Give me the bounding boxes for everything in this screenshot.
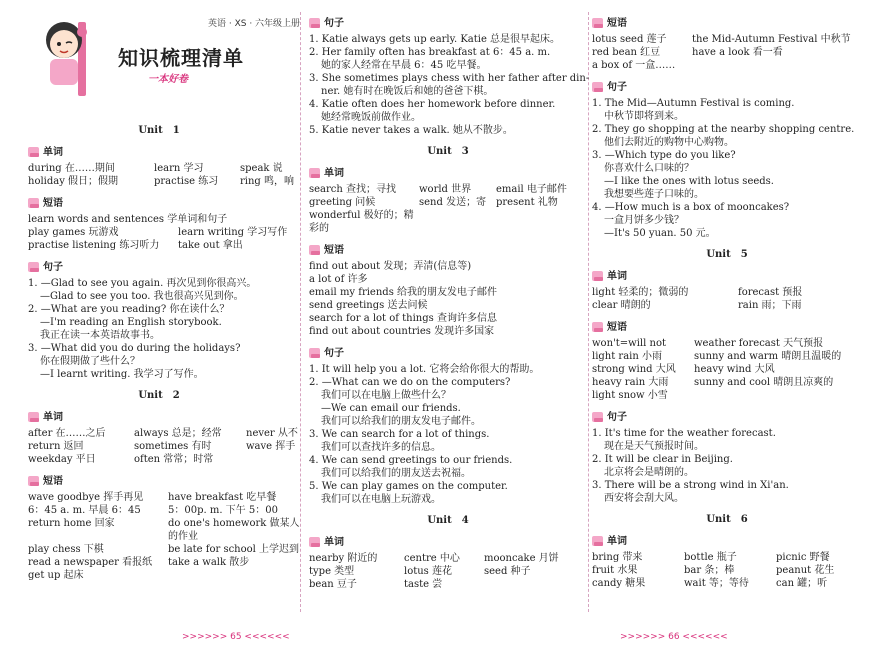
unit-heading: Unit 1 bbox=[138, 125, 180, 136]
sentence-line: 我们可以给我们的朋友发电子邮件。 bbox=[321, 416, 481, 427]
marker-icon bbox=[592, 82, 603, 92]
entry-item: get up 起床 bbox=[28, 570, 84, 581]
phrase-row bbox=[28, 239, 290, 252]
entry-item: bean 豆子 bbox=[309, 579, 357, 590]
sentence-line: 3. We can search for a lot of things. bbox=[309, 429, 490, 440]
phrase-item: find out about countries 发现许多国家 bbox=[309, 326, 495, 337]
entry-item: greeting 问候 bbox=[309, 197, 376, 208]
phrase-item: learn writing 学习写作 bbox=[178, 227, 288, 238]
entry-item: rain 雨；下雨 bbox=[738, 300, 802, 311]
entry-item: have a look 看一看 bbox=[692, 47, 783, 58]
entry-item: weekday 平日 bbox=[28, 454, 96, 465]
marker-icon bbox=[309, 18, 320, 28]
entry-row bbox=[309, 578, 587, 591]
entry-item: sometimes 有时 bbox=[134, 441, 212, 452]
phrase-list bbox=[28, 491, 300, 582]
section-heading-sentences: 句子 bbox=[592, 410, 862, 424]
marker-icon bbox=[309, 348, 320, 358]
marker-icon bbox=[592, 18, 603, 28]
entry-row bbox=[309, 552, 587, 565]
sentence-line: 4. —How much is a box of mooncakes? bbox=[592, 202, 790, 213]
column-divider bbox=[588, 12, 589, 612]
sentence-line: 1. The Mid—Autumn Festival is coming. bbox=[592, 98, 795, 109]
column-3 bbox=[592, 14, 862, 590]
section-heading-sentences: 句子 bbox=[309, 16, 587, 30]
sentence-line: 1. It's time for the weather forecast. bbox=[592, 428, 776, 439]
entry-item: play chess 下棋 bbox=[28, 544, 104, 555]
entry-row bbox=[592, 299, 862, 312]
page-number: >>>>>> 65 <<<<<< bbox=[182, 632, 290, 642]
entry-row bbox=[592, 46, 862, 59]
column-divider bbox=[300, 12, 301, 612]
entry-item: speak 说 bbox=[240, 163, 283, 174]
entry-item: always 总是；经常 bbox=[134, 428, 222, 439]
entry-item bbox=[28, 530, 168, 543]
entry-row bbox=[28, 569, 290, 582]
entry-row bbox=[592, 363, 862, 376]
sentence-line: 你喜欢什么口味的？ bbox=[604, 163, 694, 174]
section-heading-words: 单词 bbox=[309, 166, 587, 180]
entry-item: ring 鸣，响 bbox=[240, 176, 294, 187]
section-heading-words: 单词 bbox=[28, 145, 290, 159]
entry-item: centre 中心 bbox=[404, 553, 460, 564]
sentence-line: 5. We can play games on the computer. bbox=[309, 481, 508, 492]
entry-row bbox=[309, 183, 587, 196]
brand-subtitle: 一本好卷 bbox=[148, 74, 188, 85]
sentence-line: 我们可以在电脑上做些什么？ bbox=[321, 390, 451, 401]
section-heading-phrases: 短语 bbox=[592, 16, 862, 30]
entry-item: heavy wind 大风 bbox=[694, 364, 775, 375]
entry-row bbox=[28, 440, 296, 453]
unit-heading: Unit 4 bbox=[427, 515, 469, 526]
entry-item: nearby 附近的 bbox=[309, 553, 378, 564]
entry-item: strong wind 大风 bbox=[592, 364, 676, 375]
section-heading-words: 单词 bbox=[309, 535, 587, 549]
entry-item: bring 带来 bbox=[592, 552, 643, 563]
entry-row bbox=[592, 350, 862, 363]
section-heading-words: 单词 bbox=[28, 410, 290, 424]
entry-item: never 从不 bbox=[246, 428, 298, 439]
word-list bbox=[28, 427, 298, 466]
entry-item: do one's homework 做某人 bbox=[168, 518, 300, 529]
marker-icon bbox=[28, 198, 39, 208]
entry-row bbox=[309, 209, 587, 235]
marker-icon bbox=[28, 262, 39, 272]
entry-item: return home 回家 bbox=[28, 518, 115, 529]
marker-icon bbox=[592, 271, 603, 281]
entry-item: during 在……期间 bbox=[28, 163, 115, 174]
entry-item: email 电子邮件 bbox=[496, 184, 567, 195]
entry-row bbox=[28, 162, 290, 175]
page-number: >>>>>> 66 <<<<<< bbox=[620, 632, 728, 642]
sentence-line: 1. —Glad to see you again. 再次见到你很高兴。 bbox=[28, 278, 257, 289]
entry-item: weather forecast 天气预报 bbox=[694, 338, 824, 349]
section-heading-sentences: 句子 bbox=[309, 346, 587, 360]
entry-row bbox=[592, 33, 862, 46]
entry-row bbox=[592, 286, 862, 299]
marker-icon bbox=[28, 476, 39, 486]
entry-item: 5：00p. m. 下午 5：00 bbox=[168, 505, 278, 516]
unit-heading: Unit 6 bbox=[706, 514, 748, 525]
sentence-list bbox=[592, 97, 862, 240]
sentence-line: 西安将会刮大风。 bbox=[604, 493, 684, 504]
entry-item: lotus 莲花 bbox=[404, 566, 452, 577]
column-2 bbox=[309, 14, 590, 591]
sentence-line: 中秋节即将到来。 bbox=[604, 111, 684, 122]
sentence-line: 一盒月饼多少钱？ bbox=[604, 215, 684, 226]
entry-item: candy 糖果 bbox=[592, 578, 646, 589]
phrase-list bbox=[592, 337, 862, 402]
entry-item: light 轻柔的；微弱的 bbox=[592, 287, 689, 298]
sentence-line: 我们可以查找许多的信息。 bbox=[321, 442, 441, 453]
sentence-line: —It's 50 yuan. 50 元。 bbox=[604, 228, 716, 239]
entry-item: search 查找；寻找 bbox=[309, 184, 397, 195]
section-heading-phrases: 短语 bbox=[28, 196, 290, 210]
cartoon-girl-icon bbox=[34, 14, 108, 100]
sentence-line: 2. —What can we do on the computers? bbox=[309, 377, 511, 388]
entry-row bbox=[28, 504, 290, 517]
entry-item: read a newspaper 看报纸 bbox=[28, 557, 153, 568]
entry-item: heavy rain 大雨 bbox=[592, 377, 669, 388]
phrase-item: search for a lot of things 查询许多信息 bbox=[309, 313, 497, 324]
entry-item: present 礼物 bbox=[496, 197, 558, 208]
entry-item: return 返回 bbox=[28, 441, 84, 452]
phrase-item: email my friends 给我的朋友发电子邮件 bbox=[309, 287, 497, 298]
phrase-item: take out 拿出 bbox=[178, 240, 243, 251]
marker-icon bbox=[28, 147, 39, 157]
entry-item: peanut 花生 bbox=[776, 565, 835, 576]
sentence-line: —I like the ones with lotus seeds. bbox=[604, 176, 774, 187]
section-heading-sentences: 句子 bbox=[592, 80, 862, 94]
phrase-item: find out about 发现；弄清(信息等) bbox=[309, 261, 472, 272]
sentence-line: 2. They go shopping at the nearby shopping centre. bbox=[592, 124, 855, 135]
sentence-list bbox=[309, 33, 590, 137]
section-heading-words: 单词 bbox=[592, 269, 862, 283]
entry-item: red bean 红豆 bbox=[592, 47, 661, 58]
entry-row bbox=[28, 427, 298, 440]
marker-icon bbox=[592, 322, 603, 332]
entry-item: world 世界 bbox=[419, 184, 472, 195]
entry-item: be late for school 上学迟到 bbox=[168, 544, 300, 555]
entry-row bbox=[28, 517, 300, 530]
phrase-item: practise listening 练习听力 bbox=[28, 240, 160, 251]
entry-item: send 发送；寄 bbox=[419, 197, 487, 208]
sentence-line: 3. —What did you do during the holidays? bbox=[28, 343, 241, 354]
sentence-line: 她经常晚饭前做作业。 bbox=[321, 112, 421, 123]
entry-item: light rain 小雨 bbox=[592, 351, 662, 362]
sentence-line: 我想要些莲子口味的。 bbox=[604, 189, 704, 200]
sentence-line: 2. Her family often has breakfast at 6：45 a. m. bbox=[309, 47, 551, 58]
sentence-line: 3. She sometimes plays chess with her father after din- bbox=[309, 73, 590, 84]
entry-item: holiday 假日；假期 bbox=[28, 176, 119, 187]
sentence-line: 4. We can send greetings to our friends. bbox=[309, 455, 513, 466]
phrase-list bbox=[592, 33, 862, 72]
sentence-line: 他们去附近的购物中心购物。 bbox=[604, 137, 734, 148]
entry-item: wonderful 极好的；精彩的 bbox=[309, 210, 414, 234]
phrase-item: learn words and sentences 学单词和句子 bbox=[28, 214, 228, 225]
entry-row bbox=[592, 577, 862, 590]
entry-item: mooncake 月饼 bbox=[484, 553, 559, 564]
word-list bbox=[309, 552, 587, 591]
sentence-line: 你在假期做了些什么？ bbox=[40, 356, 140, 367]
entry-item: seed 种子 bbox=[484, 566, 531, 577]
sentence-line: —Glad to see you too. 我也很高兴见到你。 bbox=[40, 291, 244, 302]
entry-item: practise 练习 bbox=[154, 176, 219, 187]
entry-row bbox=[592, 551, 862, 564]
entry-item: light snow 小雪 bbox=[592, 390, 668, 401]
word-list bbox=[309, 183, 587, 235]
phrase-row bbox=[28, 226, 290, 239]
sentence-line: 北京将会是晴朗的。 bbox=[604, 467, 694, 478]
entry-item: learn 学习 bbox=[154, 163, 204, 174]
section-heading-words: 单词 bbox=[592, 534, 862, 548]
sentence-line: 3. —Which type do you like? bbox=[592, 150, 736, 161]
phrase-item: send greetings 送去问候 bbox=[309, 300, 428, 311]
entry-row bbox=[592, 564, 862, 577]
sentence-list bbox=[309, 363, 587, 506]
entry-item: the Mid-Autumn Festival 中秋节 bbox=[692, 34, 851, 45]
entry-item: a box of 一盒…… bbox=[592, 60, 676, 71]
marker-icon bbox=[309, 168, 320, 178]
sentence-line: —We can email our friends. bbox=[321, 403, 461, 414]
sentence-line: 5. Katie never takes a walk. 她从不散步。 bbox=[309, 125, 513, 136]
entry-item: can 罐；听 bbox=[776, 578, 828, 589]
sentence-line: —I'm reading an English storybook. bbox=[40, 317, 222, 328]
entry-row bbox=[28, 491, 290, 504]
entry-item: 6：45 a. m. 早晨 6：45 bbox=[28, 505, 141, 516]
marker-icon bbox=[309, 245, 320, 255]
sentence-line: 2. —What are you reading? 你在读什么？ bbox=[28, 304, 230, 315]
entry-item: type 类型 bbox=[309, 566, 355, 577]
entry-item: after 在……之后 bbox=[28, 428, 106, 439]
book-info: 英语 · XS · 六年级上册 bbox=[208, 19, 301, 29]
entry-item: bar 条；棒 bbox=[684, 565, 735, 576]
entry-item: fruit 水果 bbox=[592, 565, 638, 576]
word-list bbox=[592, 551, 862, 590]
unit-heading: Unit 5 bbox=[706, 249, 748, 260]
sentence-line: —I learnt writing. 我学习了写作。 bbox=[40, 369, 204, 380]
phrase-item: a lot of 许多 bbox=[309, 274, 368, 285]
entry-item: sunny and warm 晴朗且温暖的 bbox=[694, 351, 842, 362]
entry-item: taste 尝 bbox=[404, 579, 443, 590]
marker-icon bbox=[592, 536, 603, 546]
marker-icon bbox=[28, 412, 39, 422]
entry-item: forecast 预报 bbox=[738, 287, 803, 298]
page-title: 知识梳理清单 bbox=[118, 46, 244, 70]
marker-icon bbox=[592, 412, 603, 422]
sentence-line: 1. Katie always gets up early. Katie 总是很早起床。 bbox=[309, 34, 561, 45]
entry-item: 的作业 bbox=[168, 531, 198, 542]
entry-item: won't=will not bbox=[592, 338, 666, 349]
entry-item: wait 等；等待 bbox=[684, 578, 749, 589]
sentence-line: 我们可以在电脑上玩游戏。 bbox=[321, 494, 441, 505]
entry-row bbox=[28, 543, 300, 556]
sentence-list bbox=[28, 277, 290, 381]
sentence-line: 1. It will help you a lot. 它将会给你很大的帮助。 bbox=[309, 364, 540, 375]
entry-item bbox=[419, 209, 496, 235]
entry-row bbox=[309, 565, 587, 578]
entry-row bbox=[309, 196, 587, 209]
word-list bbox=[592, 286, 862, 312]
section-heading-sentences: 句子 bbox=[28, 260, 290, 274]
entry-item: sunny and cool 晴朗且凉爽的 bbox=[694, 377, 834, 388]
sentence-line: 我们可以给我们的朋友送去祝福。 bbox=[321, 468, 471, 479]
sentence-line: 我正在读一本英语故事书。 bbox=[40, 330, 160, 341]
entry-item: bottle 瓶子 bbox=[684, 552, 737, 563]
entry-row bbox=[592, 389, 862, 402]
entry-row bbox=[592, 337, 862, 350]
entry-row bbox=[592, 59, 862, 72]
entry-item: wave 挥手 bbox=[246, 441, 296, 452]
entry-item: take a walk 散步 bbox=[168, 557, 250, 568]
entry-row bbox=[592, 376, 862, 389]
sentence-line: 2. It will be clear in Beijing. bbox=[592, 454, 733, 465]
sentence-line: 4. Katie often does her homework before dinner. bbox=[309, 99, 556, 110]
unit-heading: Unit 2 bbox=[138, 390, 180, 401]
sentence-list bbox=[592, 427, 862, 505]
sentence-line: 3. There will be a strong wind in Xi'an. bbox=[592, 480, 789, 491]
section-heading-phrases: 短语 bbox=[28, 474, 290, 488]
section-heading-phrases: 短语 bbox=[592, 320, 862, 334]
entry-item: often 常常；时常 bbox=[134, 454, 214, 465]
entry-row bbox=[28, 175, 294, 188]
sentence-line: 现在是天气预报时间。 bbox=[604, 441, 704, 452]
entry-row bbox=[28, 453, 290, 466]
entry-row bbox=[28, 556, 290, 569]
phrase-list bbox=[309, 260, 587, 338]
entry-item: picnic 野餐 bbox=[776, 552, 830, 563]
unit-heading: Unit 3 bbox=[427, 146, 469, 157]
sentence-line: ner. 她有时在晚饭后和她的爸爸下棋。 bbox=[321, 86, 494, 97]
entry-item: wave goodbye 挥手再见 bbox=[28, 492, 144, 503]
entry-row bbox=[28, 530, 290, 543]
word-list bbox=[28, 162, 294, 188]
entry-item: have breakfast 吃早餐 bbox=[168, 492, 277, 503]
entry-item: clear 晴朗的 bbox=[592, 300, 651, 311]
section-heading-phrases: 短语 bbox=[309, 243, 587, 257]
column-1 bbox=[28, 116, 300, 582]
marker-icon bbox=[309, 537, 320, 547]
phrase-item: play games 玩游戏 bbox=[28, 227, 119, 238]
entry-item: lotus seed 莲子 bbox=[592, 34, 667, 45]
sentence-line: 她的家人经常在早晨 6：45 吃早餐。 bbox=[321, 60, 487, 71]
